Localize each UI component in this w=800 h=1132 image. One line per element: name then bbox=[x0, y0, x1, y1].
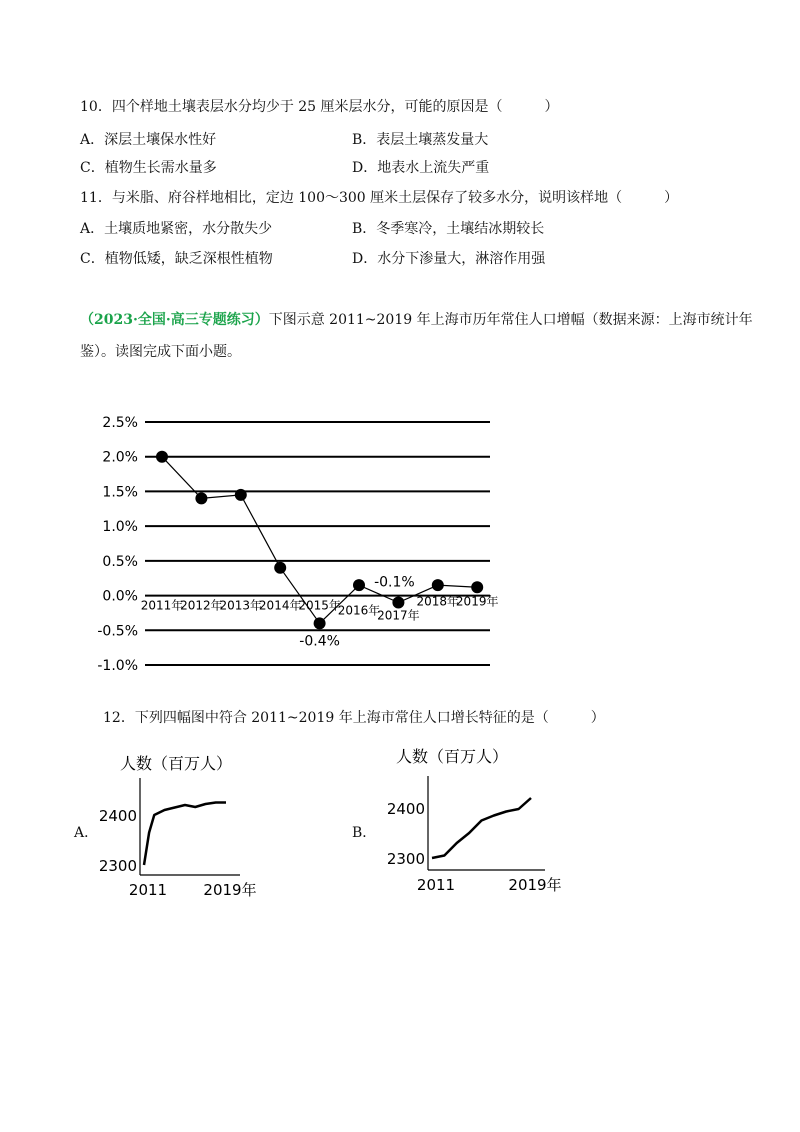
data-point bbox=[314, 617, 326, 629]
x-tick-label: 2011年 bbox=[140, 598, 184, 613]
intro-line-1 bbox=[80, 310, 753, 330]
data-label: -0.1% bbox=[374, 574, 415, 591]
y-tick-label: 0.5% bbox=[102, 553, 138, 570]
x-tick-label: 2018年 bbox=[416, 594, 460, 609]
source-tag: （2023·全国·高三专题练习） bbox=[80, 312, 269, 328]
data-point bbox=[471, 581, 483, 593]
q12-option-b-label: B． bbox=[352, 825, 377, 841]
y-tick-label: 2.5% bbox=[102, 415, 138, 431]
q10-option-c: C．植物生长需水量多 bbox=[80, 160, 217, 176]
y-tick-label: -0.5% bbox=[97, 623, 138, 640]
q10-option-a: A．深层土壤保水性好 bbox=[80, 132, 217, 148]
y-tick-label: 2400 bbox=[386, 800, 425, 818]
x-tick-label: 2011 bbox=[416, 876, 456, 894]
q10-stem: 10．四个样地土壤表层水分均少于 25 厘米层水分，可能的原因是（ ） bbox=[80, 99, 559, 115]
y-tick-label: 1.0% bbox=[102, 519, 138, 536]
y-tick-label: 1.5% bbox=[102, 484, 138, 501]
x-tick-label: 2013年 bbox=[219, 598, 263, 613]
series-line bbox=[432, 798, 531, 858]
q11-option-a: A．土壤质地紧密，水分散失少 bbox=[80, 221, 273, 237]
data-point bbox=[353, 579, 365, 591]
option-b-chart bbox=[380, 740, 580, 900]
q10-option-d: D．地表水上流失严重 bbox=[352, 160, 490, 176]
x-tick-label: 2019年 bbox=[455, 594, 499, 609]
intro-text-1: 下图示意 2011~2019 年上海市历年常住人口增幅（数据来源：上海市统计年 bbox=[268, 312, 753, 328]
y-tick-label: 2300 bbox=[98, 857, 137, 875]
series-line bbox=[144, 803, 226, 866]
x-tick-label: 2019年 bbox=[508, 876, 562, 894]
option-a-chart bbox=[90, 745, 290, 905]
q11-option-c: C．植物低矮，缺乏深根性植物 bbox=[80, 251, 273, 267]
chart-title: 人数（百万人） bbox=[396, 747, 509, 766]
population-growth-chart bbox=[0, 400, 800, 690]
q10-option-b: B．表层土壤蒸发量大 bbox=[352, 132, 489, 148]
x-tick-label: 2019年 bbox=[203, 881, 257, 899]
y-tick-label: 2.0% bbox=[102, 449, 138, 466]
q11-option-b: B．冬季寒冷，土壤结冰期较长 bbox=[352, 221, 545, 237]
q12-option-a-label: A． bbox=[74, 825, 99, 841]
x-tick-label: 2012年 bbox=[180, 598, 223, 613]
data-point bbox=[156, 451, 168, 463]
chart-title: 人数（百万人） bbox=[120, 754, 233, 773]
y-tick-label: 2300 bbox=[386, 850, 425, 868]
x-tick-label: 2016年 bbox=[337, 603, 381, 618]
q12-stem: 12．下列四幅图中符合 2011~2019 年上海市常住人口增长特征的是（ ） bbox=[103, 710, 605, 726]
x-tick-label: 2015年 bbox=[298, 598, 341, 613]
data-point bbox=[235, 489, 247, 501]
q11-option-d: D．水分下渗量大，淋溶作用强 bbox=[352, 251, 546, 267]
data-point bbox=[432, 579, 444, 591]
data-point bbox=[392, 597, 404, 609]
data-label: -0.4% bbox=[299, 633, 340, 650]
x-tick-label: 2017年 bbox=[377, 608, 420, 623]
y-tick-label: 2400 bbox=[98, 807, 137, 825]
y-tick-label: -1.0% bbox=[97, 658, 138, 674]
intro-line-2: 鉴）。读图完成下面小题。 bbox=[80, 344, 241, 360]
y-tick-label: 0.0% bbox=[102, 588, 138, 605]
data-point bbox=[274, 562, 286, 574]
data-point bbox=[195, 492, 207, 504]
x-tick-label: 2011 bbox=[128, 881, 168, 899]
q11-stem: 11．与米脂、府谷样地相比，定边 100～300 厘米土层保存了较多水分，说明该样地（ ） bbox=[80, 190, 679, 206]
x-tick-label: 2014年 bbox=[258, 598, 302, 613]
